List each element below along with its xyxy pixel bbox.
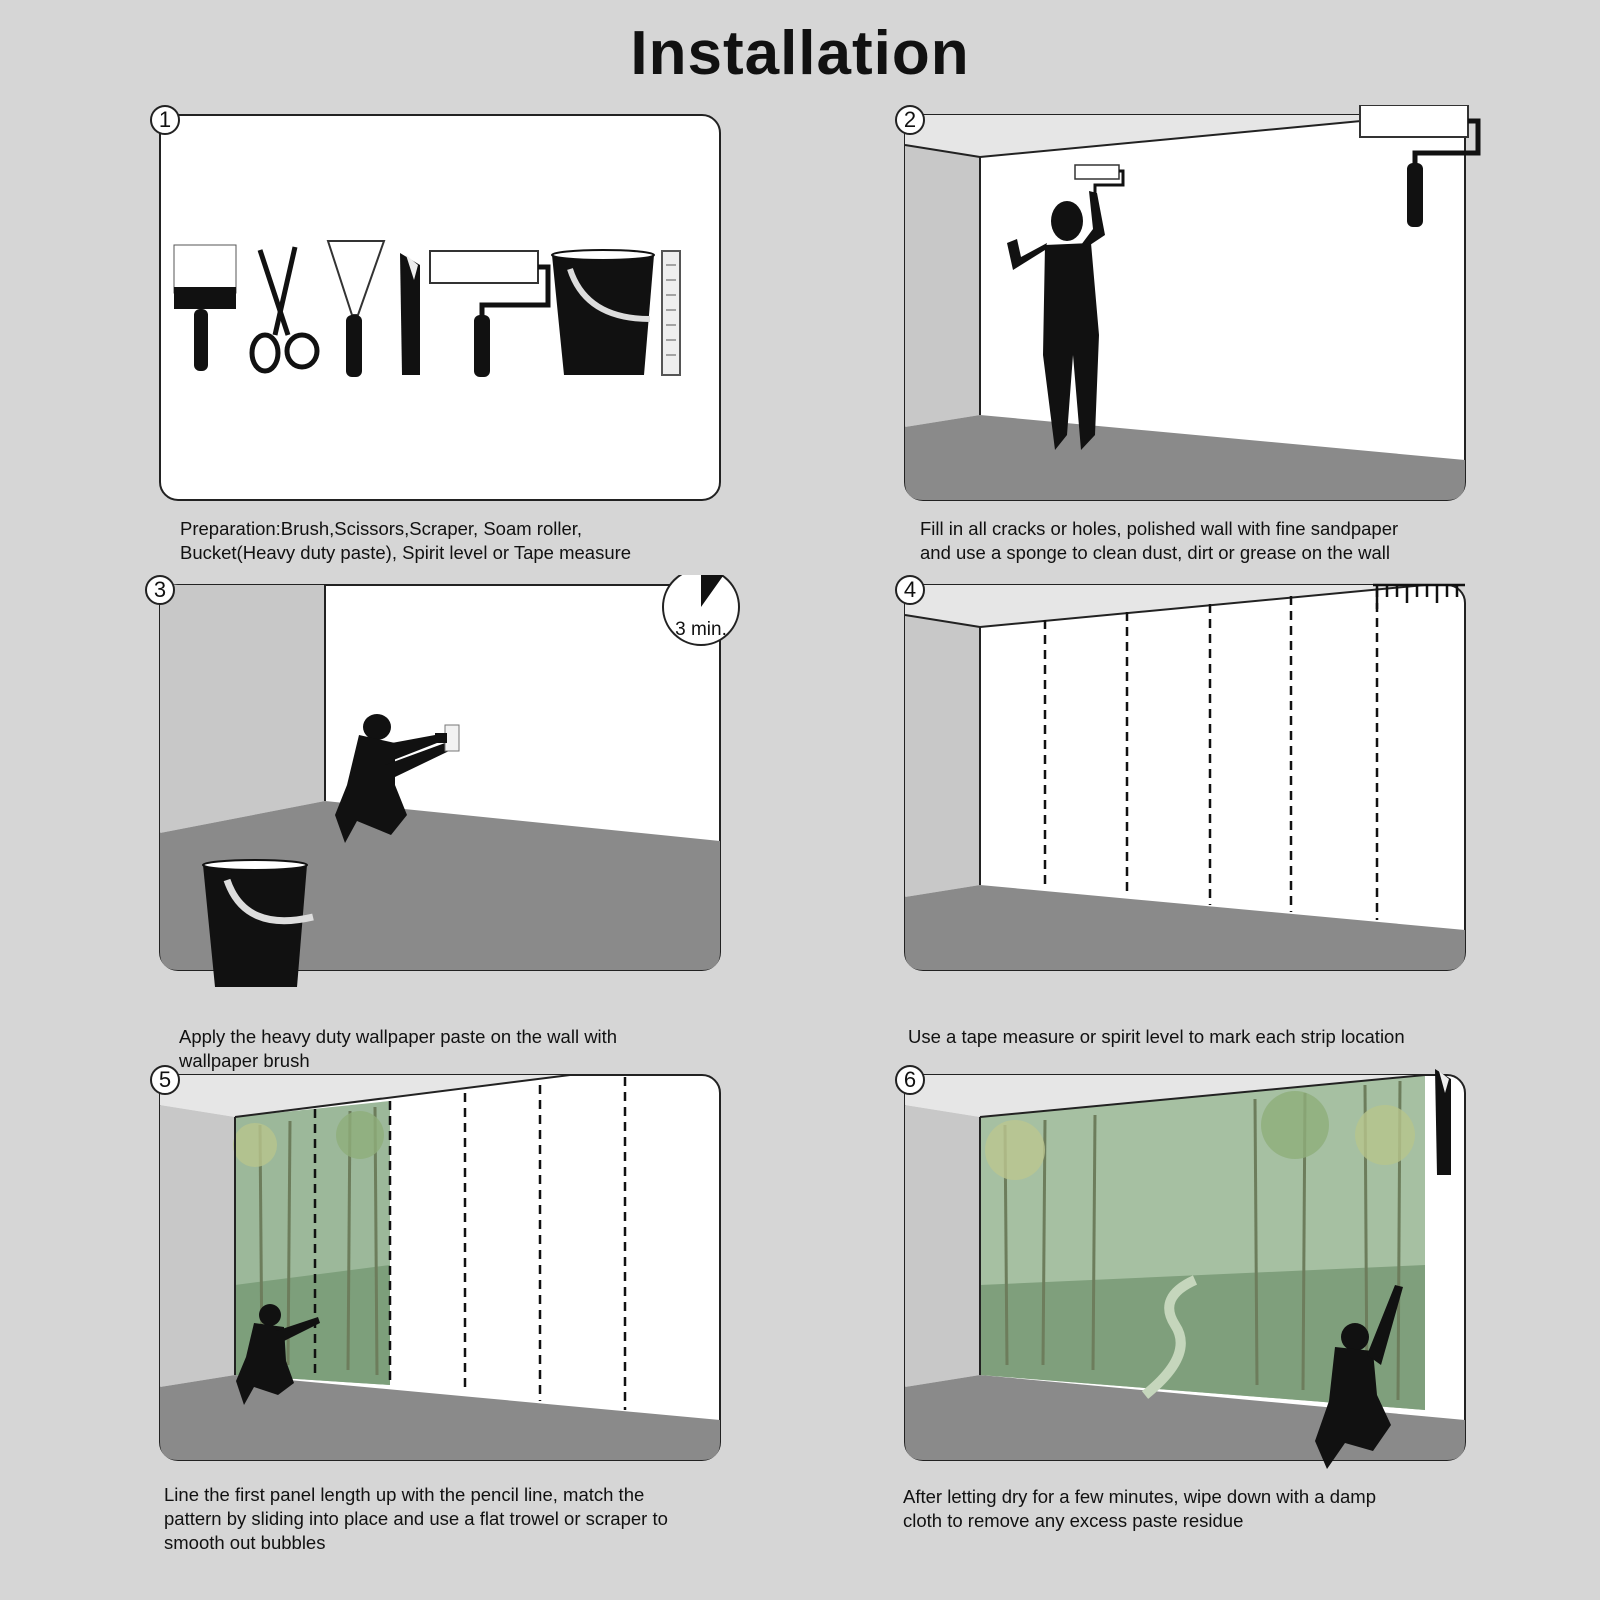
step-1-caption: Preparation:Brush,Scissors,Scraper, Soam roller, Bucket(Heavy duty paste), Spirit level or Tape measure [180, 518, 632, 563]
step-5-illustration [150, 1065, 750, 1485]
step-4-panel [895, 575, 1495, 1075]
step-3-illustration [145, 575, 745, 995]
bucket-icon [203, 860, 313, 987]
step-3-number: 3 [145, 575, 175, 605]
step-4-caption: Use a tape measure or spirit level to mark each strip location [908, 1026, 1405, 1047]
step-6-caption: After letting dry for a few minutes, wipe down with a damp cloth to remove any excess paste residue [903, 1486, 1376, 1531]
step-6-panel [895, 1065, 1495, 1585]
step-1-illustration [150, 105, 730, 505]
step-5-panel [150, 1065, 750, 1585]
step-5-number: 5 [150, 1065, 180, 1095]
step-5-caption: Line the first panel length up with the pencil line, match the pattern by sliding into place and use a flat trowel or scraper to smooth out bubbles [164, 1484, 668, 1553]
step-2-illustration [895, 105, 1495, 505]
knife-icon [1435, 1069, 1451, 1175]
knife-icon [400, 253, 420, 375]
step-6-illustration [895, 1065, 1495, 1485]
step-2-number: 2 [895, 105, 925, 135]
step-3-panel [145, 575, 745, 1075]
step-4-number: 4 [895, 575, 925, 605]
step-3-caption: Apply the heavy duty wallpaper paste on the wall with wallpaper brush [179, 1026, 618, 1071]
step-1-number: 1 [150, 105, 180, 135]
bucket-icon [552, 250, 654, 375]
step-2-panel [895, 105, 1495, 565]
step-2-caption: Fill in all cracks or holes, polished wall with fine sandpaper and use a sponge to clean dust, dirt or grease on the wall [920, 518, 1399, 563]
step-4-illustration [895, 575, 1495, 995]
page-title: Installation [630, 19, 970, 88]
timer-label: 3 min. [675, 619, 727, 640]
step-1-panel [150, 105, 730, 565]
step-6-number: 6 [895, 1065, 925, 1095]
spirit-level-icon [662, 251, 680, 375]
